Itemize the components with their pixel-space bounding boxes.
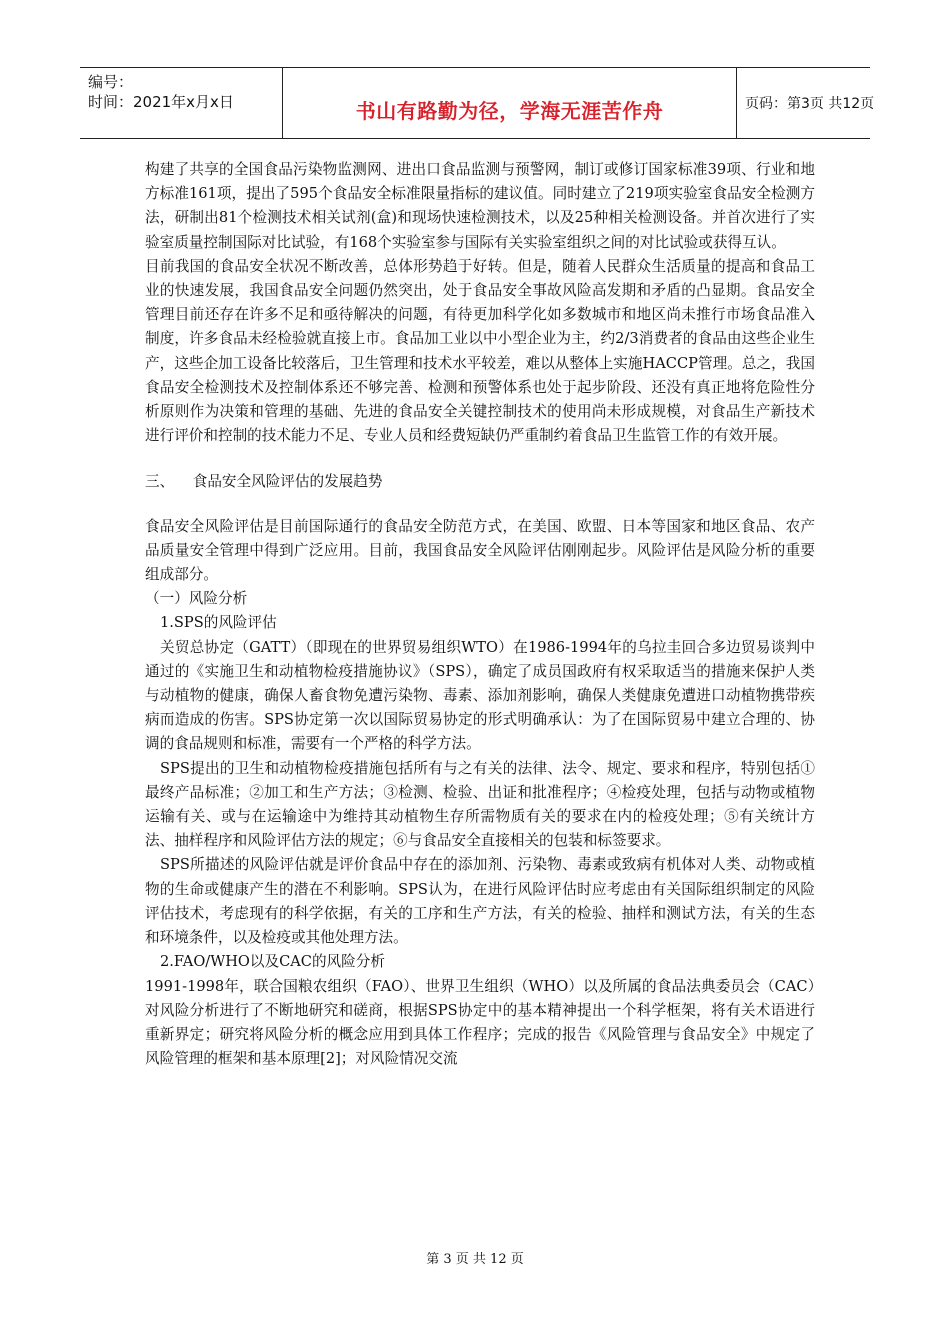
header-motto: 书山有路勤为径，学海无涯苦作舟	[355, 98, 664, 123]
header-meta	[80, 68, 282, 138]
paragraph: SPS所描述的风险评估就是评价食品中存在的添加剂、污染物、毒素或致病有机体对人类、动物或植物的生命或健康产生的潜在不利影响。SPS认为，在进行风险评估时应考虑由有关国际组织制定的风险评估技术，考虑现有的科学依据，有关的工序和生产方法，有关的检验、抽样和测试方法，有关的生态和环境条件，以及检疫或其他处理方法。	[145, 856, 815, 947]
page-header	[80, 67, 875, 139]
subsection-title: 2.FAO/WHO以及CAC的风险分析	[160, 953, 385, 971]
paragraph: 目前我国的食品安全状况不断改善，总体形势趋于好转。但是，随着人民群众生活质量的提高和食品工业的快速发展，我国食品安全问题仍然突出，处于食品安全事故风险高发期和矛盾的凸显期。食品安全管理目前还存在许多不足和亟待解决的问题，有待更加科学化如多数城市和地区尚未推行市场食品准入制度，许多食品未经检验就直接上市。食品加工业以中小型企业为主，约2/3消费者的食品由这些企业生产，这些企加工设备比较落后，卫生管理和技术水平较差，难以从整体上实施HACCP管理。总之，我国食品安全检测技术及控制体系还不够完善、检测和预警体系也处于起步阶段、还没有真正地将危险性分析原则作为决策和管理的基础、先进的食品安全关键控制技术的使用尚未形成规模，对食品生产新技术进行评价和控制的技术能力不足、专业人员和经费短缺仍严重制约着食品卫生监管工作的有效开展。	[145, 257, 815, 445]
subsection-title: 1.SPS的风险评估	[160, 614, 277, 632]
section-heading: 三、 食品安全风险评估的发展趋势	[145, 473, 383, 491]
doc-date: 时间：2021年x月x日	[88, 93, 234, 111]
paragraph: 关贸总协定（GATT）（即现在的世界贸易组织WTO）在1986-1994年的乌拉圭回合多边贸易谈判中通过的《实施卫生和动植物检疫措施协议》（SPS），确定了成员国政府有权采取适当的措施来保护人类与动植物的健康，确保人畜食物免遭污染物、毒素、添加剂影响，确保人类健康免遭进口动植物携带疾病而造成的伤害。SPS协定第一次以国际贸易协定的形式明确承认：为了在国际贸易中建立合理的、协调的食品规则和标准，需要有一个严格的科学方法。	[145, 638, 815, 753]
paragraph: 构建了共享的全国食品污染物监测网、进出口食品监测与预警网，制订或修订国家标准39项、行业和地方标准161项，提出了595个食品安全标准限量指标的建议值。同时建立了219项实验室食品安全检测方法，研制出81个检测技术相关试剂(盒)和现场快速检测技术，以及25种相关检测设备。并首次进行了实验室质量控制国际对比试验，有168个实验室参与国际有关实验室组织之间的对比试验或获得互认。	[145, 161, 815, 251]
paragraph: SPS提出的卫生和动植物检疫措施包括所有与之有关的法律、法令、规定、要求和程序，特别包括①最终产品标准；②加工和生产方法；③检测、检验、出证和批准程序；④检疫处理，包括与动物或植物运输有关、或与在运输途中为维持其动植物生存所需物质有关的要求在内的检疫处理；⑤有关统计方法、抽样程序和风险评估方法的规定；⑥与食品安全直接相关的包装和标签要求。	[145, 759, 815, 850]
page-footer: 第 3 页 共 12 页	[426, 1252, 524, 1267]
document-body	[145, 158, 815, 1071]
header-motto-cell	[282, 68, 737, 138]
subsection-heading: （一）风险分析	[145, 590, 248, 608]
paragraph: 食品安全风险评估是目前国际通行的食品安全防范方式，在美国、欧盟、日本等国家和地区食品、农产品质量安全管理中得到广泛应用。目前，我国食品安全风险评估刚刚起步。风险评估是风险分析的重要组成部分。	[145, 517, 815, 584]
header-page-info: 页码：第3页 共12页	[745, 96, 875, 112]
doc-number: 编号：	[88, 73, 134, 91]
paragraph: 1991-1998年，联合国粮农组织（FAO）、世界卫生组织（WHO）以及所属的食品法典委员会（CAC）对风险分析进行了不断地研究和磋商，根据SPS协定中的基本精神提出一个科学框架，将有关术语进行重新界定；研究将风险分析的概念应用到具体工作程序；完成的报告《风险管理与食品安全》中规定了风险管理的框架和基本原理[2]；对风险情况交流	[145, 977, 815, 1068]
spacer	[145, 448, 815, 458]
